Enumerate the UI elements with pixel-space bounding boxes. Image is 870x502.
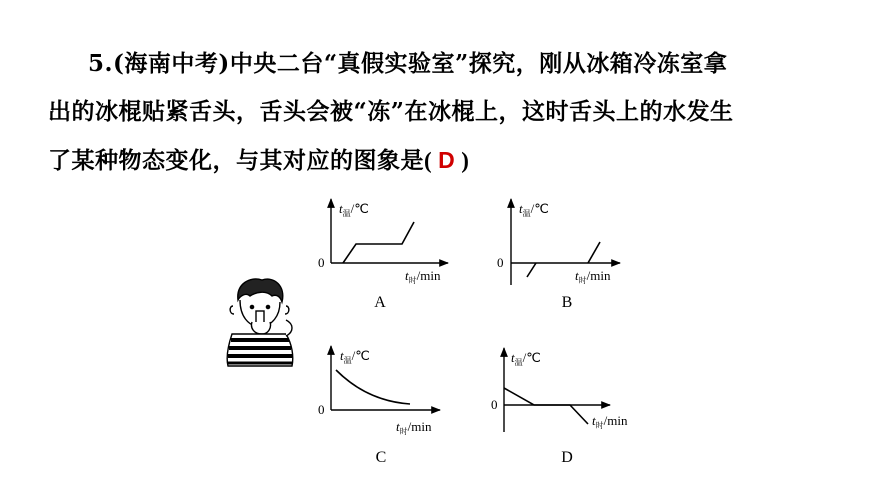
graph-a-x-label: $t_时/\min$ xyxy=(405,268,441,285)
question-line-2: 出的冰棍贴紧舌头，舌头会被“冻”在冰棍上，这时舌头上的水发生 xyxy=(48,98,734,125)
graph-b-x-label: $t_时/\min$ xyxy=(575,268,611,285)
graph-b-zero: 0 xyxy=(497,255,504,270)
graph-c-caption: C xyxy=(375,449,387,466)
graph-d-y-label: $t_温/℃$ xyxy=(511,350,541,367)
graph-a xyxy=(318,199,448,311)
graph-c-curve xyxy=(336,370,410,404)
question-line-1: 5.(海南中考)中央二台“真假实验室”探究，刚从冰箱冷冻室拿 xyxy=(88,50,728,77)
graph-a-caption: A xyxy=(374,294,386,311)
graph-c xyxy=(318,346,440,466)
graph-a-y-label: $t_温/℃$ xyxy=(339,201,369,218)
graph-d-zero: 0 xyxy=(491,397,498,412)
graph-b-caption: B xyxy=(561,294,573,311)
question-number: 5 xyxy=(88,50,105,77)
graph-d-curve xyxy=(504,388,588,424)
graph-b-y-label: $t_温/℃$ xyxy=(519,201,549,218)
answer-mark: D xyxy=(438,147,456,173)
boy-illustration xyxy=(227,279,293,366)
graph-c-y-label: $t_温/℃$ xyxy=(340,348,370,365)
graph-b xyxy=(497,199,620,311)
graph-d-caption: D xyxy=(561,449,573,466)
graph-a-curve xyxy=(343,222,414,263)
question-line-3: 了某种物态变化，与其对应的图象是( D ) xyxy=(48,147,470,174)
graph-b-curve-low xyxy=(527,263,536,277)
graph-d-x-label: $t_时/\min$ xyxy=(592,413,628,430)
question-source: 海南中考 xyxy=(124,50,219,77)
graph-c-zero: 0 xyxy=(318,402,325,417)
graph-c-x-label: $t_时/\min$ xyxy=(396,419,432,436)
graph-b-curve-high xyxy=(588,242,600,263)
graph-a-zero: 0 xyxy=(318,255,325,270)
graph-d xyxy=(491,348,628,466)
